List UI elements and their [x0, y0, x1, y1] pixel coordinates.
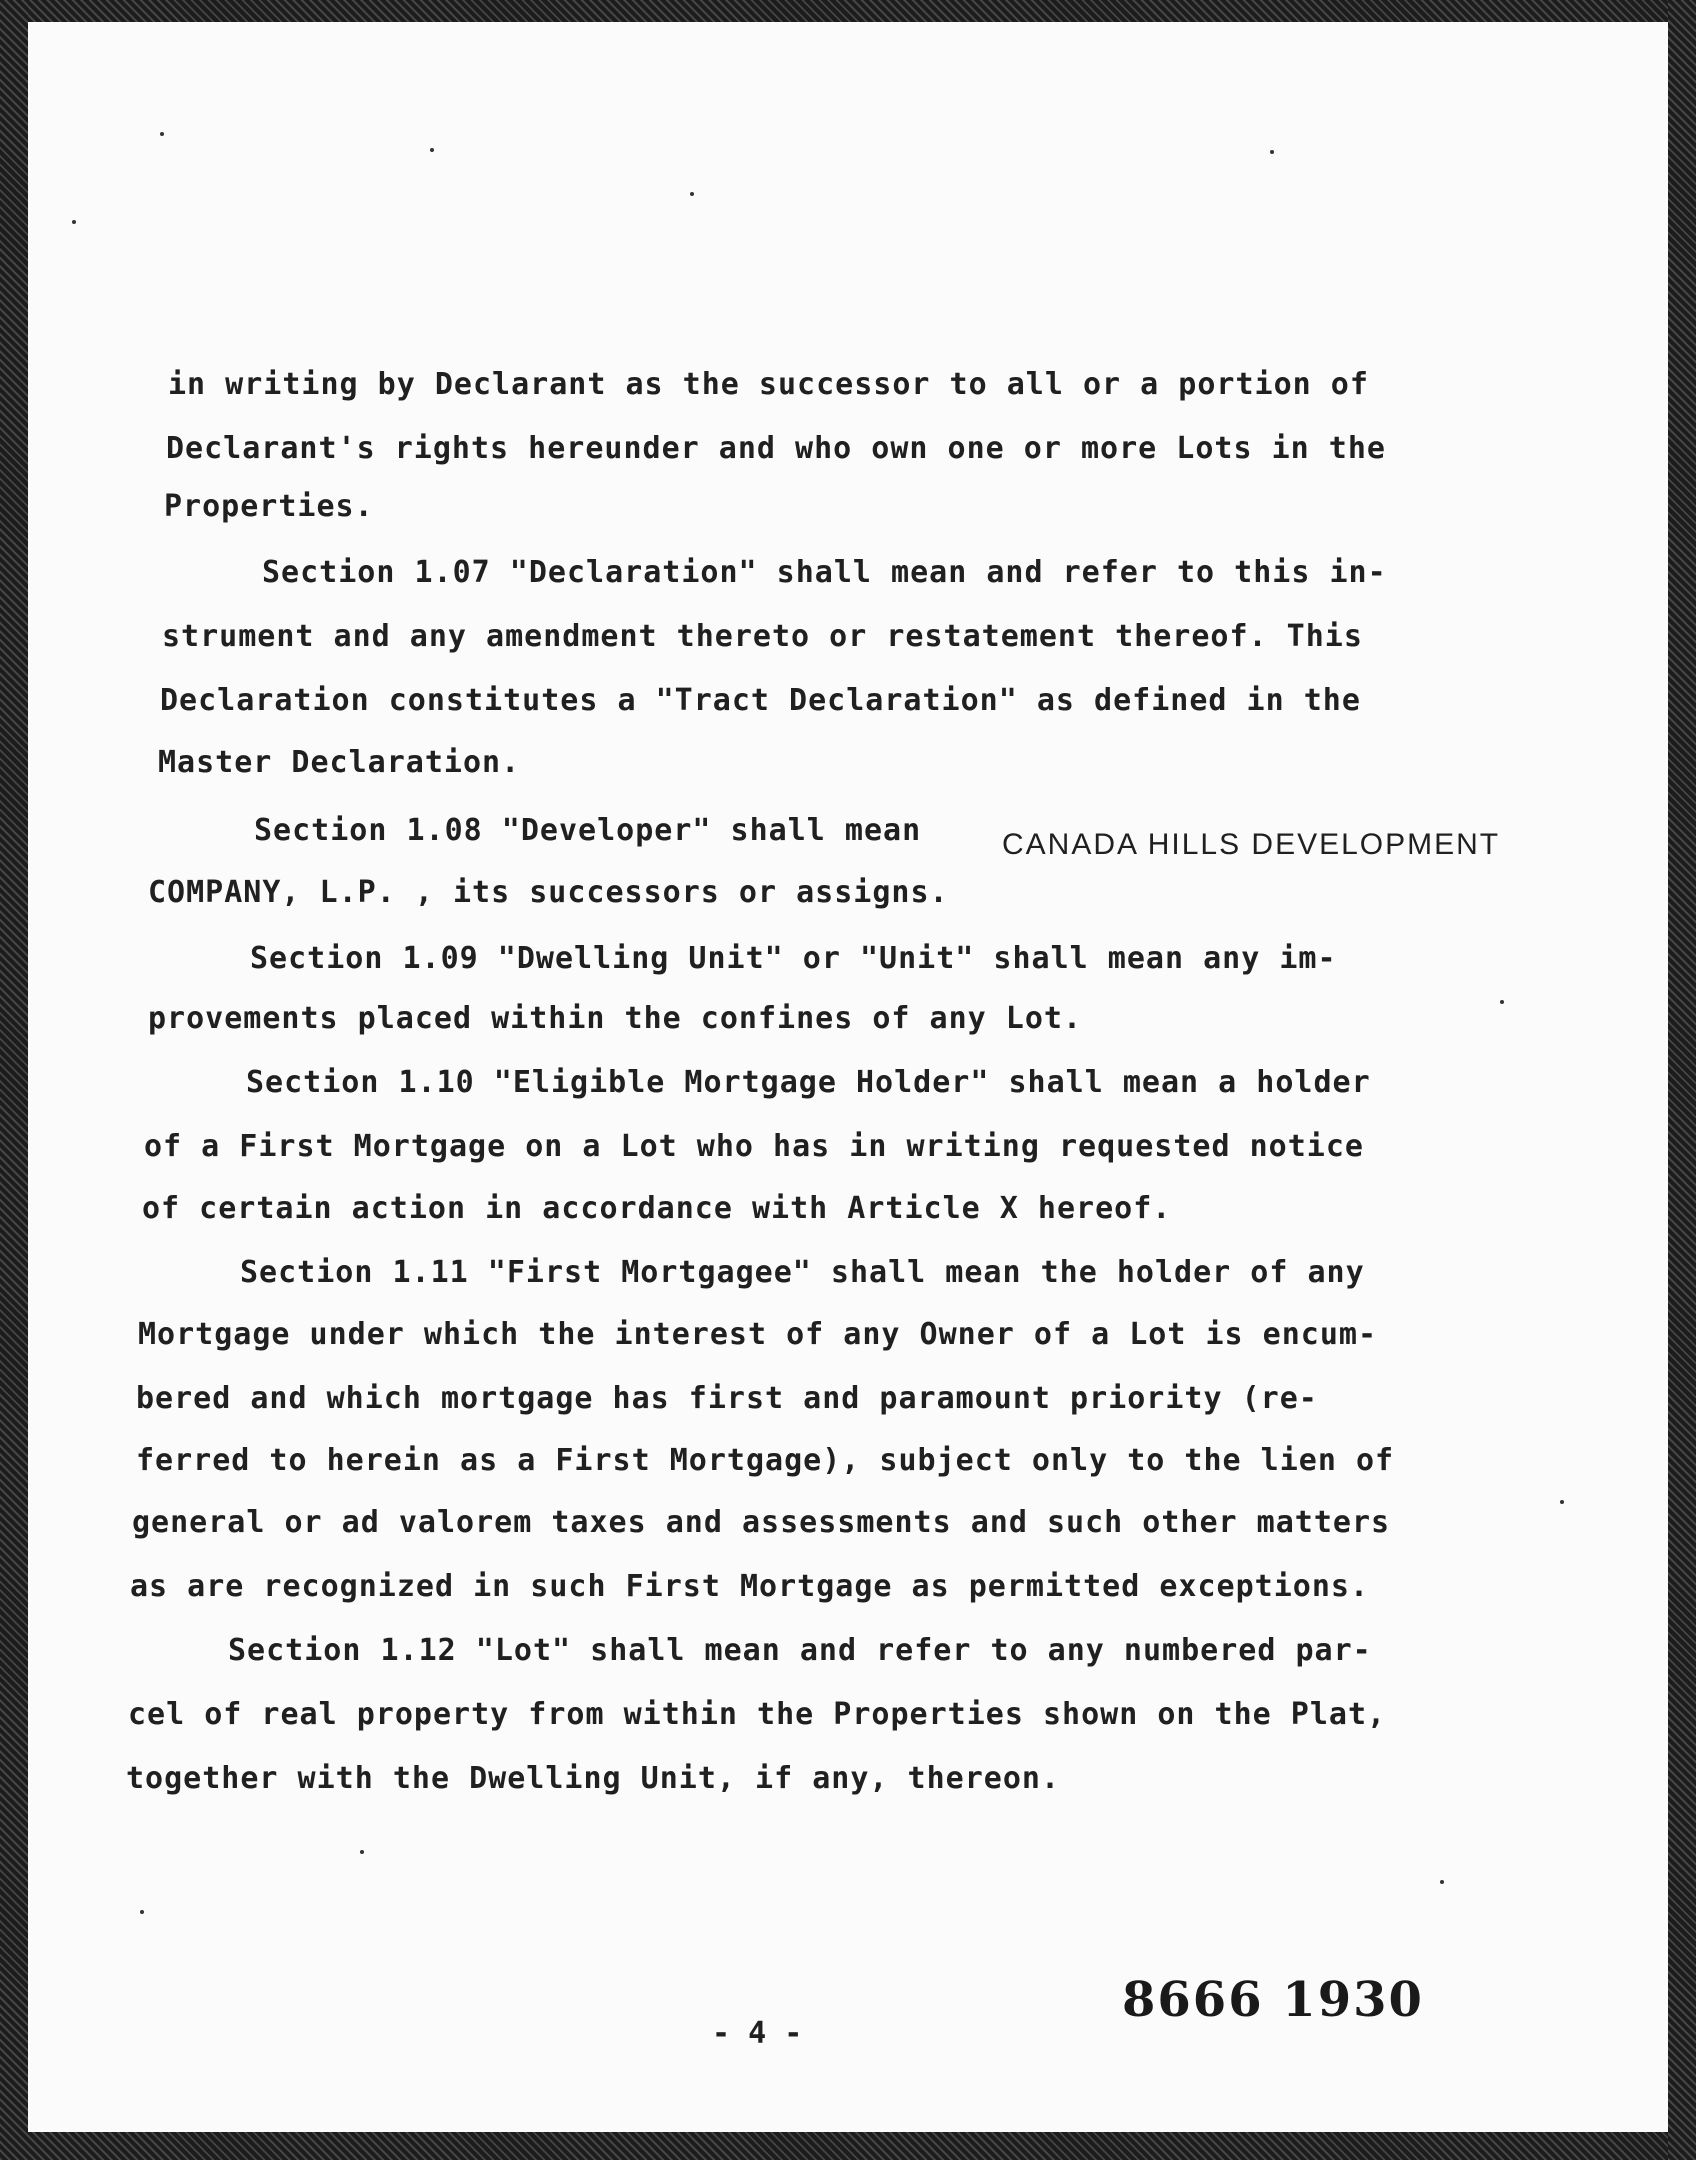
section-heading: Section 1.10 "Eligible Mortgage Holder" shall mean a holder [246, 1065, 1371, 1100]
scan-border-top [0, 0, 1696, 22]
text-line: as are recognized in such First Mortgage as permitted exceptions. [130, 1569, 1369, 1604]
text-line: general or ad valorem taxes and assessments and such other matters [132, 1505, 1391, 1540]
page-number: - 4 - [712, 2016, 803, 2051]
text-line: of certain action in accordance with Article X hereof. [142, 1191, 1172, 1226]
scan-speck [430, 148, 434, 152]
text-line: Properties. [164, 489, 374, 524]
text-line: Declarant's rights hereunder and who own one or more Lots in the [166, 431, 1386, 466]
text-line: bered and which mortgage has first and paramount priority (re- [136, 1381, 1318, 1416]
scan-speck [1270, 150, 1274, 154]
text-line: COMPANY, L.P. , its successors or assigns. [148, 875, 949, 910]
section-heading: Section 1.11 "First Mortgagee" shall mean the holder of any [240, 1255, 1365, 1290]
text-line: Master Declaration. [158, 745, 521, 780]
scan-speck [140, 1910, 144, 1914]
scan-speck [1560, 1500, 1564, 1504]
text-line: cel of real property from within the Properties shown on the Plat, [128, 1697, 1387, 1732]
text-line: ferred to herein as a First Mortgage), subject only to the lien of [136, 1443, 1395, 1478]
scan-speck [690, 192, 694, 196]
section-heading: Section 1.12 "Lot" shall mean and refer to any numbered par- [228, 1633, 1372, 1668]
scan-speck [1500, 1000, 1504, 1004]
text-line: Declaration constitutes a "Tract Declaration" as defined in the [160, 683, 1361, 718]
section-heading: Section 1.08 "Developer" shall mean [254, 813, 922, 848]
text-line: strument and any amendment thereto or restatement thereof. This [162, 619, 1363, 654]
developer-name: CANADA HILLS DEVELOPMENT [1002, 828, 1501, 861]
scan-speck [360, 1850, 364, 1854]
recording-number: 8666 1930 [1122, 1972, 1424, 2028]
scan-speck [160, 132, 164, 136]
section-heading: Section 1.09 "Dwelling Unit" or "Unit" shall mean any im- [250, 941, 1337, 976]
text-line: of a First Mortgage on a Lot who has in writing requested notice [144, 1129, 1364, 1164]
scan-speck [72, 220, 76, 224]
section-heading: Section 1.07 "Declaration" shall mean and refer to this in- [262, 555, 1387, 590]
scan-speck [1440, 1880, 1444, 1884]
text-line: provements placed within the confines of any Lot. [148, 1001, 1083, 1036]
text-line: together with the Dwelling Unit, if any, thereon. [126, 1761, 1061, 1796]
text-line: Mortgage under which the interest of any Owner of a Lot is encum- [138, 1317, 1377, 1352]
scan-border-right [1668, 0, 1696, 2160]
scan-border-left [0, 0, 28, 2160]
text-line: in writing by Declarant as the successor to all or a portion of [168, 367, 1369, 402]
scan-border-bottom [0, 2132, 1696, 2160]
